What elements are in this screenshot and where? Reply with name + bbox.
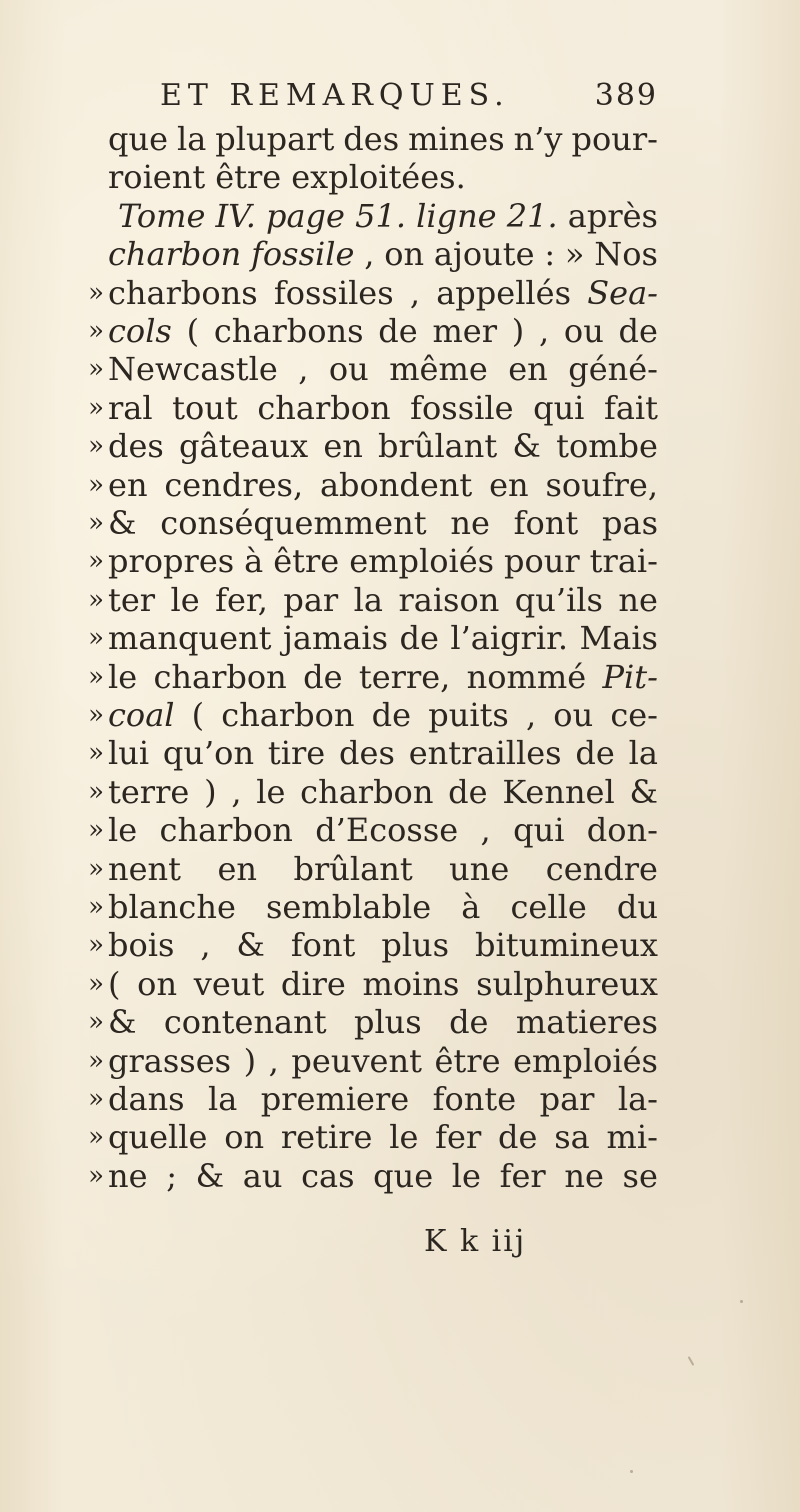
word: charbon <box>159 811 293 849</box>
word: , <box>231 773 242 811</box>
word: font <box>290 926 356 964</box>
word: fossile <box>251 235 355 273</box>
word: de <box>498 1118 538 1156</box>
word: ral <box>108 389 153 427</box>
word: mer <box>432 312 498 350</box>
quote-mark: » <box>88 700 104 730</box>
text-line <box>108 273 658 313</box>
text-line <box>108 1041 658 1081</box>
quote-mark: » <box>88 470 104 500</box>
word: & <box>108 1003 137 1041</box>
word: terre <box>108 773 190 811</box>
word: charbons <box>213 312 364 350</box>
word: être <box>434 1042 501 1080</box>
word: Pit- <box>602 658 658 696</box>
page-number: 389 <box>594 78 658 113</box>
word: on <box>224 1118 265 1156</box>
word: Nos <box>594 235 658 273</box>
text-line <box>108 618 658 658</box>
word: de <box>448 773 488 811</box>
word: fer <box>499 1157 546 1195</box>
word: que <box>108 120 169 158</box>
word: don- <box>586 811 658 849</box>
word: , <box>539 312 550 350</box>
word: , <box>364 235 375 273</box>
word: entrailles <box>408 734 562 772</box>
word: Newcastle <box>108 350 278 388</box>
word: cendres, <box>164 466 304 504</box>
word: ) <box>243 1042 257 1080</box>
word: tout <box>172 389 238 427</box>
quote-mark: » <box>88 1084 104 1114</box>
paper-speck <box>740 1300 743 1303</box>
text-line <box>108 1079 658 1119</box>
word: mines <box>408 120 505 158</box>
word: plus <box>381 926 450 964</box>
word: ) <box>204 773 217 811</box>
word: l’aigrir. <box>450 619 569 657</box>
word: raison <box>398 581 500 619</box>
word: charbon <box>221 696 355 734</box>
paper-speck <box>688 1356 695 1366</box>
word: ) <box>511 312 525 350</box>
quote-mark: » <box>88 1122 104 1152</box>
word: quelle <box>108 1118 208 1156</box>
word: Kennel <box>502 773 615 811</box>
word: bitumineux <box>475 926 658 964</box>
word: ou <box>563 312 604 350</box>
word: fonte <box>432 1080 517 1118</box>
word: pas <box>602 504 658 542</box>
word: : <box>544 235 556 273</box>
word: ( <box>191 696 205 734</box>
quote-mark: » <box>88 1046 104 1076</box>
word: fer <box>435 1118 482 1156</box>
word: une <box>449 850 510 888</box>
word: qu’ils <box>514 581 603 619</box>
word: ne <box>618 581 658 619</box>
word: plus <box>353 1003 422 1041</box>
word: du <box>616 888 658 926</box>
word: gâteaux <box>179 427 309 465</box>
word: & <box>236 926 265 964</box>
text-line <box>108 887 658 927</box>
word: emploiés <box>513 1042 658 1080</box>
quote-mark: » <box>88 854 104 884</box>
word: ou <box>328 350 369 388</box>
word: trai- <box>589 542 658 580</box>
word: fossiles <box>273 274 394 312</box>
word: le <box>170 581 200 619</box>
word: à <box>461 888 481 926</box>
word: bois <box>108 926 175 964</box>
word: la <box>628 734 658 772</box>
word: même <box>389 350 488 388</box>
word: charbon <box>300 773 434 811</box>
word: en <box>217 850 258 888</box>
word: d’Ecosse <box>315 811 459 849</box>
word: 21. <box>506 197 558 235</box>
word: propres <box>108 542 235 580</box>
word: sa <box>554 1118 590 1156</box>
quote-mark: » <box>88 546 104 576</box>
word: veut <box>193 965 265 1003</box>
word: ce- <box>610 696 658 734</box>
word: ne <box>450 504 490 542</box>
word: être <box>273 542 340 580</box>
word: de <box>618 312 658 350</box>
word: ne <box>564 1157 604 1195</box>
word: blanche <box>108 888 236 926</box>
quote-mark: » <box>88 1007 104 1037</box>
text-line <box>108 1117 658 1157</box>
word: charbon <box>108 235 242 273</box>
quote-mark: » <box>88 623 104 653</box>
word: n’y <box>513 120 563 158</box>
word: le <box>108 658 138 696</box>
word: en <box>508 350 548 388</box>
quote-mark: » <box>88 815 104 845</box>
text-line <box>108 1002 658 1042</box>
word: , <box>480 811 491 849</box>
quote-mark: » <box>88 585 104 615</box>
quote-mark: » <box>88 662 104 692</box>
word: ou <box>553 696 594 734</box>
word: Mais <box>579 619 658 657</box>
word: abondent <box>319 466 473 504</box>
running-head <box>160 78 660 118</box>
word: en <box>323 427 363 465</box>
word: ajoute <box>433 235 535 273</box>
word: appellés <box>436 274 572 312</box>
word: la <box>208 1080 238 1118</box>
quote-mark: » <box>88 969 104 999</box>
word: de <box>575 734 615 772</box>
word: nent <box>108 850 182 888</box>
quote-mark: » <box>88 1161 104 1191</box>
quote-mark: » <box>88 930 104 960</box>
text-line <box>108 733 658 773</box>
word: tire <box>267 734 326 772</box>
word: le <box>108 811 138 849</box>
word: en <box>489 466 529 504</box>
word: la <box>177 120 207 158</box>
text-line <box>108 925 658 965</box>
word: être <box>215 158 282 196</box>
word: & <box>108 504 137 542</box>
word: ter <box>108 581 156 619</box>
word: par <box>283 581 339 619</box>
word: manquent <box>108 619 272 657</box>
word: IV. <box>215 197 256 235</box>
quote-mark: » <box>88 777 104 807</box>
word: en <box>108 466 148 504</box>
word: nommé <box>466 658 587 696</box>
word: à <box>244 542 264 580</box>
word: de <box>399 619 439 657</box>
word: celle <box>510 888 587 926</box>
word: » <box>564 235 585 273</box>
word: le <box>389 1118 419 1156</box>
word: roient <box>108 158 206 196</box>
quote-mark: » <box>88 278 104 308</box>
word: contenant <box>163 1003 327 1041</box>
word: cols <box>108 312 172 350</box>
word: de <box>449 1003 489 1041</box>
word: , <box>525 696 537 734</box>
paper-speck <box>630 1470 633 1473</box>
word: & <box>629 773 658 811</box>
word: pour <box>504 542 580 580</box>
text-line <box>108 426 658 466</box>
word: que <box>373 1157 434 1195</box>
word: grasses <box>108 1042 232 1080</box>
word: des <box>339 734 395 772</box>
word: Sea- <box>587 274 658 312</box>
word: cas <box>301 1157 355 1195</box>
word: soufre, <box>545 466 658 504</box>
word: retire <box>280 1118 373 1156</box>
text-line <box>108 964 658 1004</box>
word: fossile <box>410 389 514 427</box>
word: ne <box>108 1157 148 1195</box>
word: par <box>539 1080 595 1118</box>
word: géné- <box>568 350 658 388</box>
word: charbon <box>153 658 287 696</box>
word: coal <box>108 696 175 734</box>
word: exploitées. <box>291 158 466 196</box>
word: , <box>268 1042 279 1080</box>
word: & <box>512 427 541 465</box>
word: la- <box>617 1080 658 1118</box>
word: 51. <box>355 197 406 235</box>
quote-mark: » <box>88 508 104 538</box>
word: fait <box>603 389 658 427</box>
word: semblable <box>266 888 432 926</box>
word: au <box>242 1157 283 1195</box>
quote-mark: » <box>88 354 104 384</box>
text-line <box>108 541 658 581</box>
text-line <box>108 234 658 274</box>
text-line <box>108 388 658 428</box>
word: se <box>622 1157 658 1195</box>
text-line <box>108 772 658 812</box>
word: puits <box>428 696 509 734</box>
text-line <box>108 657 658 697</box>
word: cendre <box>545 850 658 888</box>
word: on <box>137 965 178 1003</box>
word: jamais <box>282 619 389 657</box>
word: sulphureux <box>476 965 658 1003</box>
word: on <box>384 235 425 273</box>
word: & <box>195 1157 225 1195</box>
word: après <box>567 197 658 235</box>
text-line <box>108 157 658 197</box>
word: conséquemment <box>160 504 427 542</box>
word: moins <box>362 965 460 1003</box>
quote-mark: » <box>88 738 104 768</box>
text-line <box>108 311 658 351</box>
word: matieres <box>515 1003 658 1041</box>
text-line <box>118 196 658 236</box>
word: lui <box>108 734 150 772</box>
text-line <box>108 465 658 505</box>
signature-mark: K k iij <box>424 1224 527 1259</box>
word: brûlant <box>378 427 498 465</box>
quote-mark: » <box>88 393 104 423</box>
quote-mark: » <box>88 892 104 922</box>
word: fer, <box>215 581 268 619</box>
word: ligne <box>416 197 497 235</box>
word: peuvent <box>291 1042 422 1080</box>
word: terre, <box>358 658 451 696</box>
text-line <box>108 503 658 543</box>
word: mi- <box>606 1118 658 1156</box>
word: qu’on <box>162 734 255 772</box>
word: de <box>378 312 418 350</box>
word: ( <box>186 312 200 350</box>
quote-mark: » <box>88 316 104 346</box>
text-line <box>108 119 658 159</box>
word: charbons <box>108 274 258 312</box>
text-line <box>108 695 658 735</box>
word: plupart <box>215 120 335 158</box>
word: la <box>353 581 383 619</box>
word: dans <box>108 1080 185 1118</box>
word: tombe <box>556 427 658 465</box>
word: de <box>371 696 412 734</box>
word: qui <box>513 811 565 849</box>
word: Tome <box>118 197 206 235</box>
word: , <box>200 926 211 964</box>
word: premiere <box>260 1080 410 1118</box>
quote-mark: » <box>88 431 104 461</box>
text-line <box>108 1156 658 1196</box>
word: dire <box>280 965 346 1003</box>
word: de <box>303 658 343 696</box>
text-line <box>108 349 658 389</box>
text-line <box>108 849 658 889</box>
word: brûlant <box>293 850 413 888</box>
word: ( <box>108 965 121 1003</box>
word: qui <box>533 389 585 427</box>
word: des <box>343 120 400 158</box>
word: des <box>108 427 164 465</box>
word: , <box>409 274 421 312</box>
word: pour- <box>571 120 658 158</box>
word: , <box>298 350 309 388</box>
word: emploiés <box>349 542 495 580</box>
word: le <box>451 1157 481 1195</box>
word: page <box>265 197 345 235</box>
word: charbon <box>257 389 391 427</box>
text-line <box>108 580 658 620</box>
word: le <box>256 773 286 811</box>
word: font <box>513 504 579 542</box>
text-line <box>108 810 658 850</box>
word: ; <box>166 1157 177 1195</box>
running-head-title: ET REMARQUES. <box>160 78 510 113</box>
